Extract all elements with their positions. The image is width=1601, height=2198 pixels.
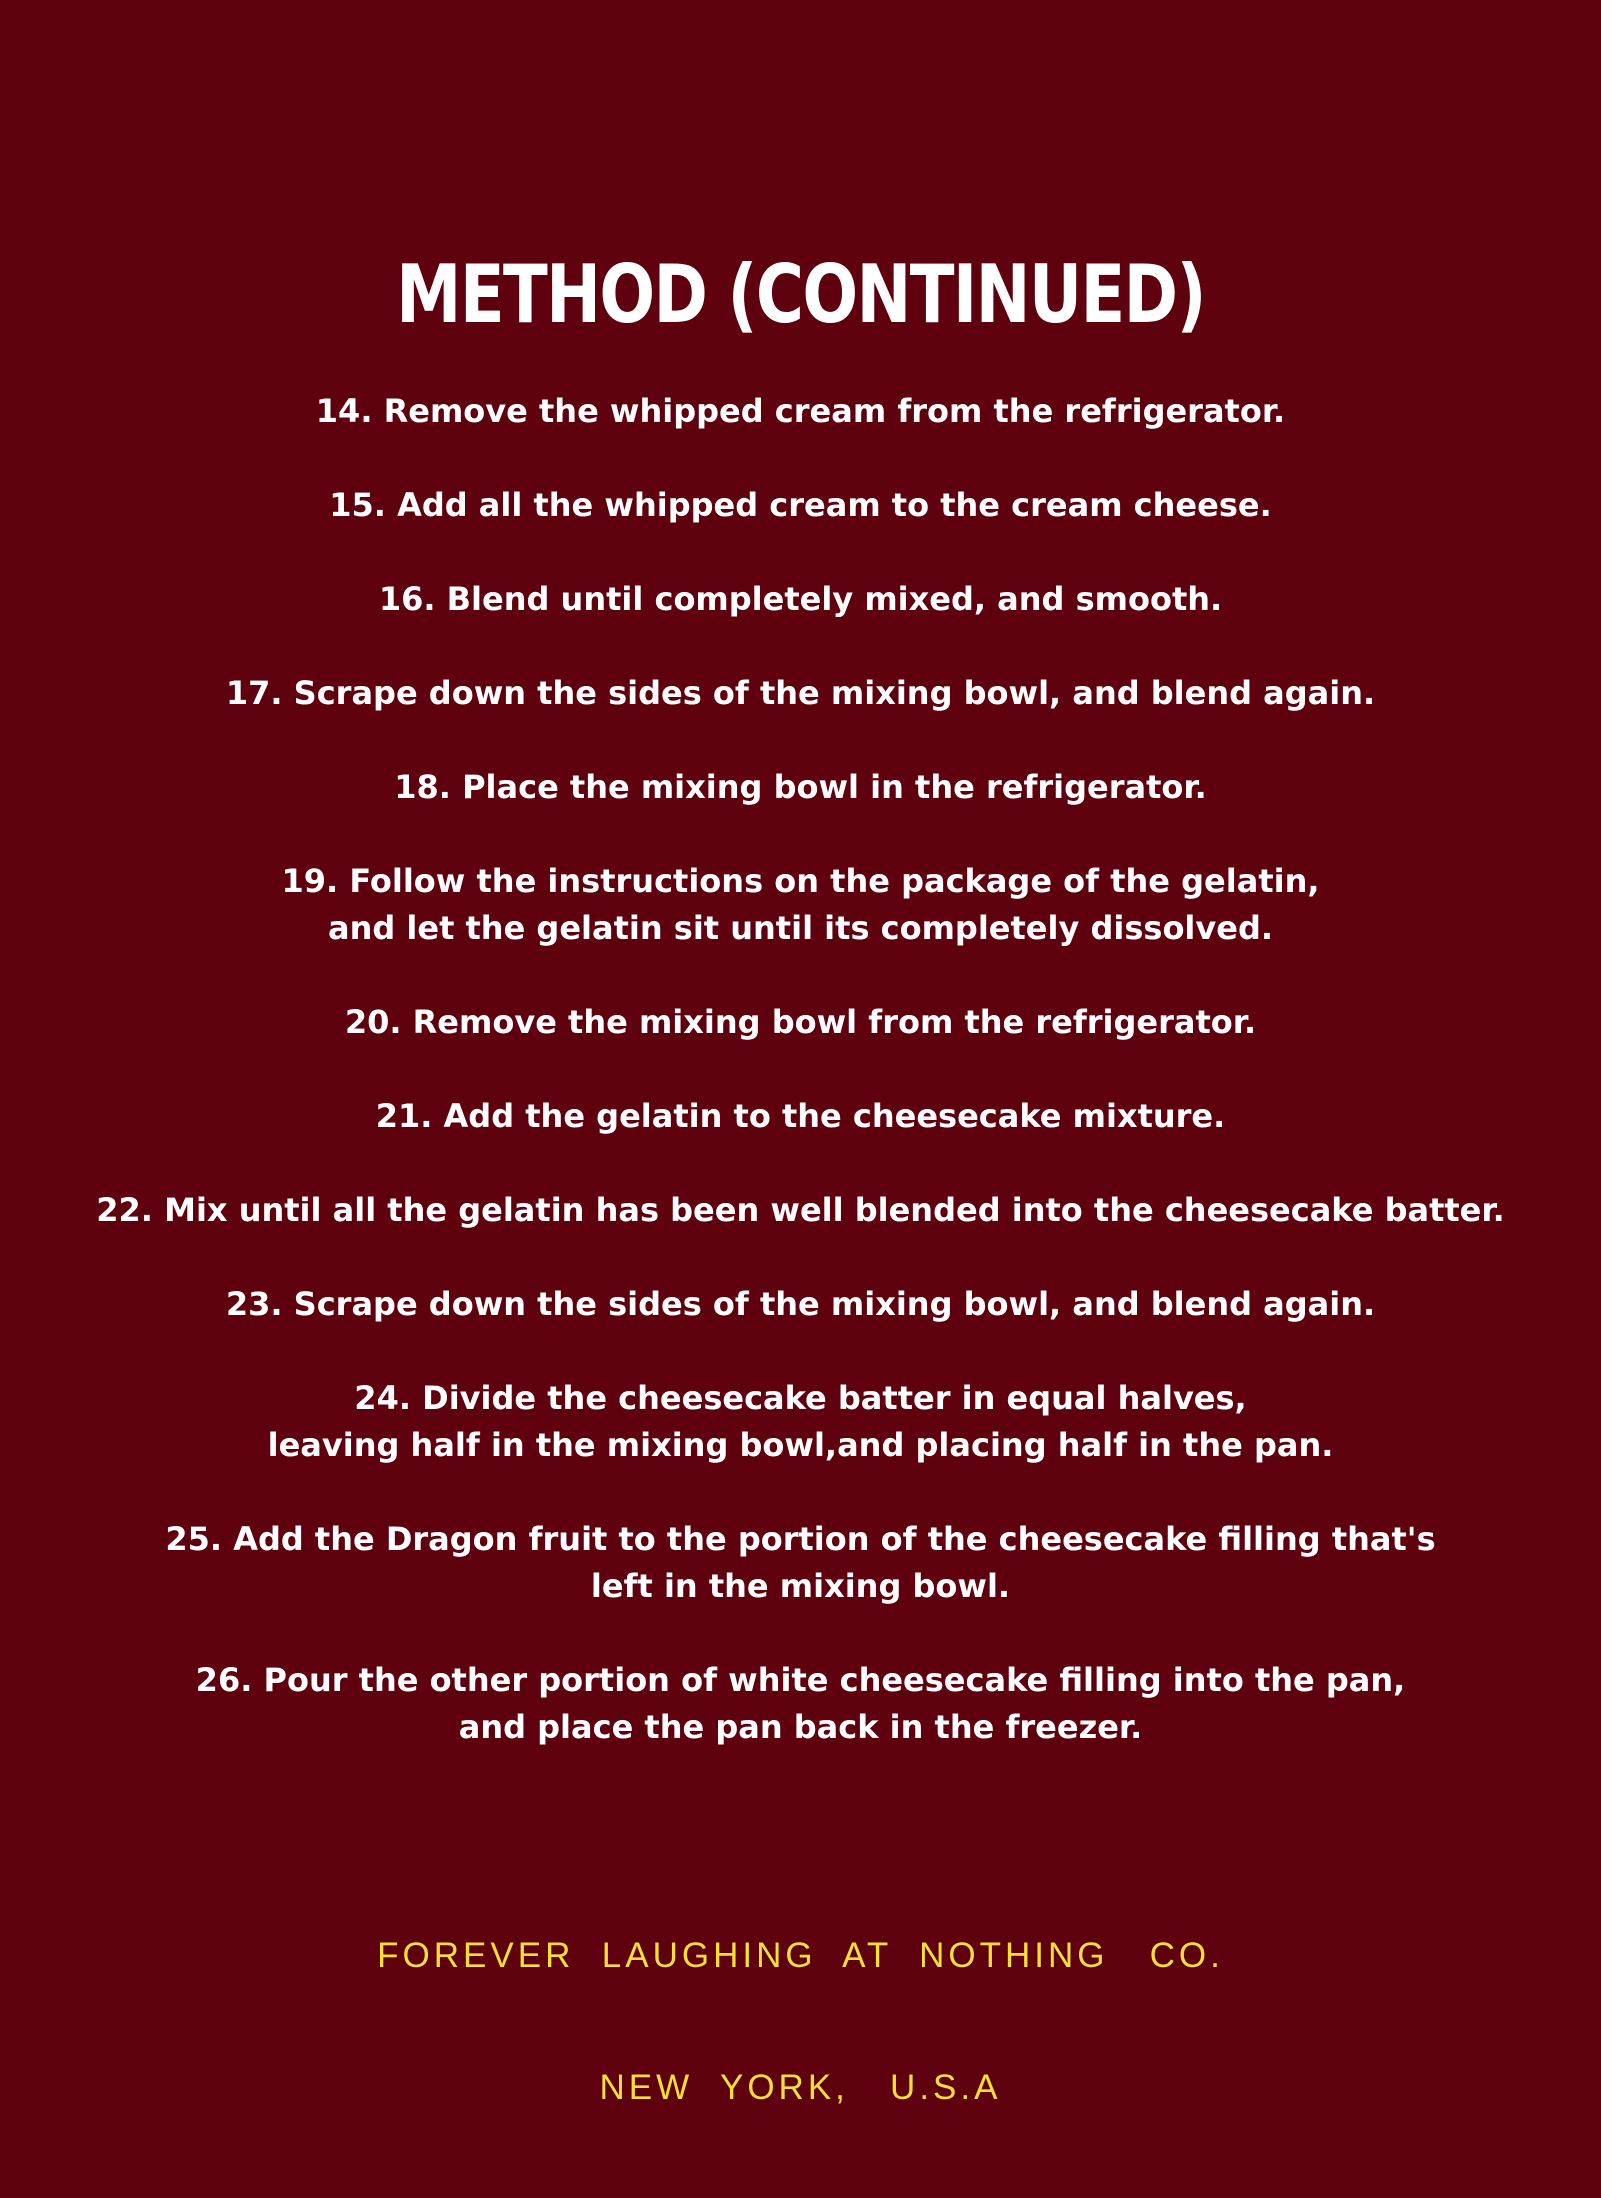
method-step [0,576,1601,623]
method-step-line: 19. Follow the instructions on the package of the gelatin, [281,862,1320,900]
method-steps-list [0,388,1601,1798]
method-step [0,999,1601,1046]
method-step-line: 14. Remove the whipped cream from the refrigerator. [315,392,1286,430]
method-step-line: 22. Mix until all the gelatin has been well blended into the cheesecake batter. [96,1191,1505,1229]
method-step-line: 17. Scrape down the sides of the mixing bowl, and blend again. [225,674,1376,712]
method-step [0,1281,1601,1328]
method-step [0,1375,1601,1469]
method-step-line: 16. Blend until completely mixed, and smooth. [378,580,1223,618]
method-step [0,858,1601,952]
method-step [0,1657,1601,1751]
method-step [0,670,1601,717]
method-step [0,482,1601,529]
method-step-line: 26. Pour the other portion of white cheesecake filling into the pan, [195,1661,1406,1699]
footer-company: FOREVER LAUGHING AT NOTHING CO. [377,1936,1224,1975]
method-step-line: 24. Divide the cheesecake batter in equal halves, [354,1379,1247,1417]
method-step-line: 15. Add all the whipped cream to the cream cheese. [329,486,1272,524]
method-step-line: and place the pan back in the freezer. [458,1708,1143,1746]
method-step-line: 20. Remove the mixing bowl from the refrigerator. [344,1003,1257,1041]
method-step [0,388,1601,435]
method-step [0,1187,1601,1234]
method-step [0,1516,1601,1610]
method-step [0,764,1601,811]
page-title: METHOD (CONTINUED) [396,248,1205,341]
footer-location: NEW YORK, U.S.A [599,2068,1002,2107]
method-step-line: 23. Scrape down the sides of the mixing bowl, and blend again. [225,1285,1376,1323]
method-step-line: 21. Add the gelatin to the cheesecake mixture. [375,1097,1226,1135]
method-step [0,1093,1601,1140]
method-step-line: 18. Place the mixing bowl in the refrigerator. [394,768,1207,806]
method-step-line: left in the mixing bowl. [590,1567,1011,1605]
method-step-line: leaving half in the mixing bowl,and placing half in the pan. [267,1426,1334,1464]
method-step-line: 25. Add the Dragon fruit to the portion of the cheesecake filling that's [165,1520,1436,1558]
footer [0,1846,1601,2198]
method-step-line: and let the gelatin sit until its completely dissolved. [327,909,1274,947]
